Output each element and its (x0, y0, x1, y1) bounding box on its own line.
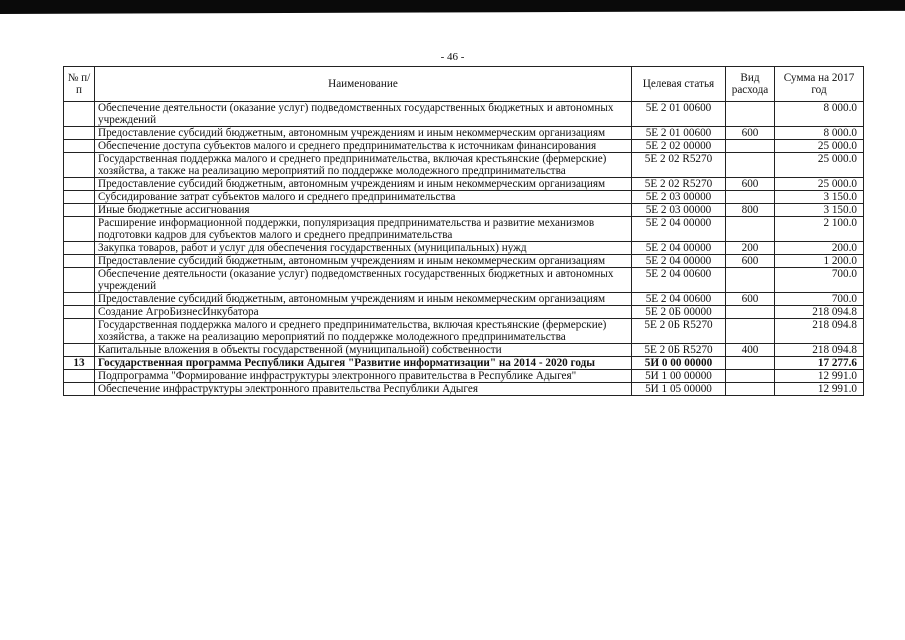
row-target-code: 5Е 2 03 00000 (632, 191, 726, 204)
row-amount: 700.0 (775, 268, 864, 293)
row-name: Обеспечение деятельности (оказание услуг) подведомственных государственных бюджетных и автономных учреждений (95, 268, 632, 293)
row-num (64, 306, 95, 319)
row-amount: 17 277.6 (775, 357, 864, 370)
row-num (64, 383, 95, 396)
row-name: Подпрограмма "Формирование инфраструктуры электронного правительства в Республике Адыгея" (95, 370, 632, 383)
row-num (64, 153, 95, 178)
row-amount: 3 150.0 (775, 191, 864, 204)
row-target-code: 5И 0 00 00000 (632, 357, 726, 370)
table-body (64, 102, 864, 396)
header-num: № п/п (64, 67, 95, 102)
row-amount: 218 094.8 (775, 306, 864, 319)
table-row (64, 370, 864, 383)
row-amount: 25 000.0 (775, 140, 864, 153)
row-expense-type: 400 (726, 344, 775, 357)
row-num (64, 178, 95, 191)
row-expense-type (726, 357, 775, 370)
table-row (64, 127, 864, 140)
row-amount: 1 200.0 (775, 255, 864, 268)
header-amount: Сумма на 2017 год (775, 67, 864, 102)
row-expense-type: 600 (726, 293, 775, 306)
row-expense-type (726, 370, 775, 383)
row-expense-type (726, 217, 775, 242)
row-target-code: 5Е 2 0Б R5270 (632, 319, 726, 344)
row-expense-type (726, 268, 775, 293)
row-num (64, 102, 95, 127)
table-row (64, 204, 864, 217)
row-expense-type: 200 (726, 242, 775, 255)
row-target-code: 5Е 2 02 R5270 (632, 178, 726, 191)
row-name: Обеспечение доступа субъектов малого и среднего предпринимательства к источникам финансирования (95, 140, 632, 153)
row-target-code: 5Е 2 04 00000 (632, 217, 726, 242)
row-name: Предоставление субсидий бюджетным, автономным учреждениям и иным некоммерческим организациям (95, 127, 632, 140)
table-header-row (64, 67, 864, 102)
row-num (64, 268, 95, 293)
row-expense-type (726, 191, 775, 204)
row-amount: 12 991.0 (775, 383, 864, 396)
row-expense-type (726, 306, 775, 319)
row-name: Расширение информационной поддержки, популяризация предпринимательства и развитие механизмов подготовки кадров для субъектов малого и среднего предпринимательства (95, 217, 632, 242)
row-num (64, 217, 95, 242)
row-expense-type (726, 319, 775, 344)
table-row (64, 293, 864, 306)
row-name: Обеспечение инфраструктуры электронного правительства Республики Адыгея (95, 383, 632, 396)
row-target-code: 5Е 2 04 00000 (632, 242, 726, 255)
page-number: - 46 - (440, 51, 465, 63)
row-target-code: 5Е 2 02 00000 (632, 140, 726, 153)
row-num (64, 127, 95, 140)
row-target-code: 5Е 2 03 00000 (632, 204, 726, 217)
row-amount: 200.0 (775, 242, 864, 255)
row-target-code: 5Е 2 0Б R5270 (632, 344, 726, 357)
row-num (64, 140, 95, 153)
row-amount: 700.0 (775, 293, 864, 306)
table-row (64, 140, 864, 153)
row-target-code: 5Е 2 04 00600 (632, 268, 726, 293)
row-num (64, 242, 95, 255)
row-amount: 2 100.0 (775, 217, 864, 242)
row-expense-type (726, 383, 775, 396)
row-num: 13 (64, 357, 95, 370)
row-target-code: 5Е 2 01 00600 (632, 102, 726, 127)
row-num (64, 293, 95, 306)
row-name: Предоставление субсидий бюджетным, автономным учреждениям и иным некоммерческим организациям (95, 255, 632, 268)
header-name: Наименование (95, 67, 632, 102)
row-expense-type: 600 (726, 178, 775, 191)
row-target-code: 5Е 2 01 00600 (632, 127, 726, 140)
table-row (64, 191, 864, 204)
table-row (64, 306, 864, 319)
row-num (64, 191, 95, 204)
table-row (64, 268, 864, 293)
row-target-code: 5Е 2 02 R5270 (632, 153, 726, 178)
row-name: Создание АгроБизнесИнкубатора (95, 306, 632, 319)
row-name: Предоставление субсидий бюджетным, автономным учреждениям и иным некоммерческим организациям (95, 293, 632, 306)
row-expense-type: 600 (726, 127, 775, 140)
row-amount: 8 000.0 (775, 127, 864, 140)
row-expense-type: 600 (726, 255, 775, 268)
row-amount: 3 150.0 (775, 204, 864, 217)
table-row (64, 217, 864, 242)
row-name: Государственная поддержка малого и среднего предпринимательства, включая крестьянские (фермерские) хозяйства, а также на реализацию мероприятий по поддержке молодежного предпринимательства (95, 319, 632, 344)
row-name: Государственная поддержка малого и среднего предпринимательства, включая крестьянские (фермерские) хозяйства, а также на реализацию мероприятий по поддержке молодежного предпринимательства (95, 153, 632, 178)
row-name: Субсидирование затрат субъектов малого и среднего предпринимательства (95, 191, 632, 204)
row-num (64, 344, 95, 357)
row-amount: 218 094.8 (775, 344, 864, 357)
row-target-code: 5И 1 00 00000 (632, 370, 726, 383)
row-amount: 12 991.0 (775, 370, 864, 383)
scan-top-border (0, 0, 905, 14)
row-target-code: 5Е 2 0Б 00000 (632, 306, 726, 319)
table-row (64, 178, 864, 191)
table-row (64, 357, 864, 370)
row-name: Иные бюджетные ассигнования (95, 204, 632, 217)
row-name: Государственная программа Республики Адыгея "Развитие информатизации" на 2014 - 2020 годы (95, 357, 632, 370)
row-target-code: 5Е 2 04 00600 (632, 293, 726, 306)
header-code: Целевая статья (632, 67, 726, 102)
table-row (64, 242, 864, 255)
row-num (64, 319, 95, 344)
row-name: Предоставление субсидий бюджетным, автономным учреждениям и иным некоммерческим организациям (95, 178, 632, 191)
table-row (64, 102, 864, 127)
budget-table (63, 66, 864, 396)
row-expense-type (726, 140, 775, 153)
row-name: Обеспечение деятельности (оказание услуг) подведомственных государственных бюджетных и автономных учреждений (95, 102, 632, 127)
row-expense-type (726, 102, 775, 127)
row-num (64, 255, 95, 268)
table-row (64, 153, 864, 178)
row-expense-type (726, 153, 775, 178)
row-amount: 218 094.8 (775, 319, 864, 344)
row-target-code: 5И 1 05 00000 (632, 383, 726, 396)
row-name: Закупка товаров, работ и услуг для обеспечения государственных (муниципальных) нужд (95, 242, 632, 255)
row-expense-type: 800 (726, 204, 775, 217)
row-name: Капитальные вложения в объекты государственной (муниципальной) собственности (95, 344, 632, 357)
row-amount: 25 000.0 (775, 153, 864, 178)
table-row (64, 319, 864, 344)
row-amount: 25 000.0 (775, 178, 864, 191)
header-type: Вид расхода (726, 67, 775, 102)
table-row (64, 255, 864, 268)
table-row (64, 383, 864, 396)
row-num (64, 204, 95, 217)
row-target-code: 5Е 2 04 00000 (632, 255, 726, 268)
row-amount: 8 000.0 (775, 102, 864, 127)
table-row (64, 344, 864, 357)
row-num (64, 370, 95, 383)
